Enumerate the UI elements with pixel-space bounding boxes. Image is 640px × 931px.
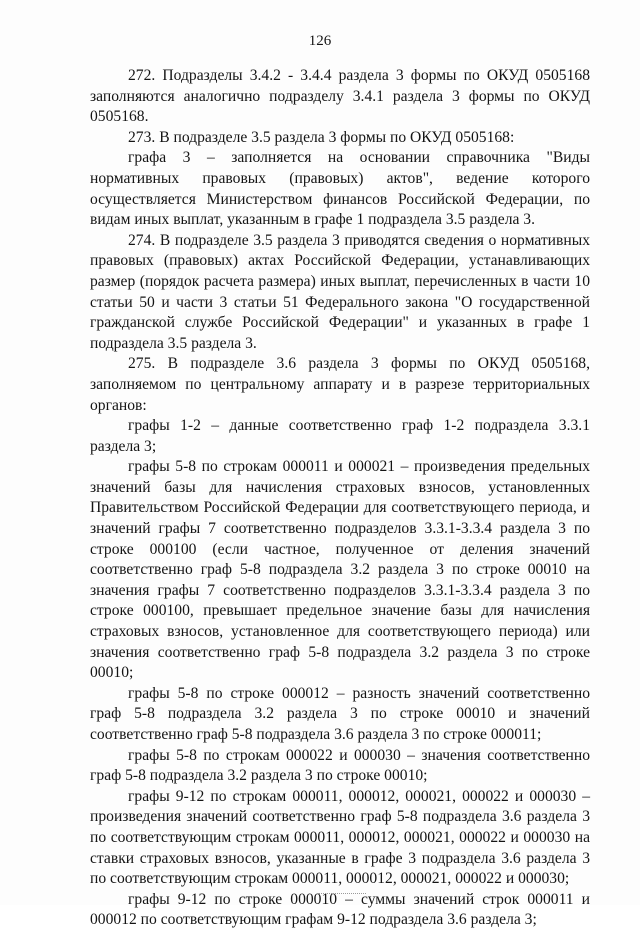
paragraph-columns-9-12-rows: графы 9-12 по строкам 000011, 000012, 000021, 000022 и 000030 – произведения значений соответственно граф 5-8 подраздела 3.6 раздела 3 по соответствующим строкам 000011, 000012, 000021, 000022 и 000030 на ставки страховых взносов, указанные в графе 3 подраздела 3.6 раздела 3 по соответствующим строкам 000011, 000012, 000021, 000022 и 000030; (90, 787, 590, 888)
paragraph-columns-9-12-row-000010: графы 9-12 по строке 000010 – суммы значений строк 000011 и 000012 по соответствующим графам 9-12 подраздела 3.6 раздела 3; (90, 890, 590, 929)
paragraph-columns-5-8-rows-000022-000030: графы 5-8 по строкам 000022 и 000030 – значения соответственно граф 5-8 подраздела 3.2 раздела 3 по строке 00010; (90, 746, 590, 785)
paragraph-columns-5-8-rows-000011-000021: графы 5-8 по строкам 000011 и 000021 – произведения предельных значений базы для начисления страховых взносов, установленных Правительством Российской Федерации для соответствующего периода, и значений графы 7 соответственно подразделов 3.3.1-3.3.4 раздела 3 по строке 000100 (если частное, полученное от деления значений соответственно граф 5-8 подраздела 3.2 раздела 3 по строке 00010 на значения графы 7 соответственно подразделов 3.3.1-3.3.4 раздела 3 по строке 000100, превышает предельное значение базы для начисления страховых взносов, установленное для соответствующего периода) или значения соответственно граф 5-8 подраздела 3.2 раздела 3 по строке 00010; (90, 458, 590, 682)
paragraph-274: 274. В подразделе 3.5 раздела 3 приводятся сведения о нормативных правовых (правовых) актах Российской Федерации, устанавливающих размер (порядок расчета размера) иных выплат, перечисленных в части 10 статьи 50 и части 3 статьи 51 Федерального закона "О государственной гражданской службе Российской Федерации" и указанных в графе 1 подраздела 3.5 раздела 3. (90, 231, 590, 352)
paragraph-columns-5-8-row-000012: графы 5-8 по строке 000012 – разность значений соответственно граф 5-8 подраздела 3.2 раздела 3 по строке 00010 и значений соответственно граф 5-8 подраздела 3.6 раздела 3 по строке 000011; (90, 684, 590, 743)
page-number: 126 (308, 33, 332, 49)
scan-artifact-mark (318, 893, 366, 896)
paragraph-273-column-3: графа 3 – заполняется на основании справочника "Виды нормативных правовых (правовых) актов", ведение которого осуществляется Министерством финансов Российской Федерации, по видам иных выплат, указанным в графе 1 подраздела 3.5 раздела 3. (90, 149, 590, 229)
paragraph-272: 272. Подразделы 3.4.2 - 3.4.4 раздела 3 формы по ОКУД 0505168 заполняются аналогично подразделу 3.4.1 раздела 3 формы по ОКУД 0505168. (90, 67, 590, 126)
paragraph-columns-1-2: графы 1-2 – данные соответственно граф 1-2 подраздела 3.3.1 раздела 3; (90, 417, 590, 455)
paragraph-273: 273. В подразделе 3.5 раздела 3 формы по ОКУД 0505168: (128, 128, 515, 146)
document-body (90, 66, 590, 931)
paragraph-275: 275. В подразделе 3.6 раздела 3 формы по ОКУД 0505168, заполняемом по центральному аппарату и в разрезе территориальных органов: (90, 355, 590, 414)
